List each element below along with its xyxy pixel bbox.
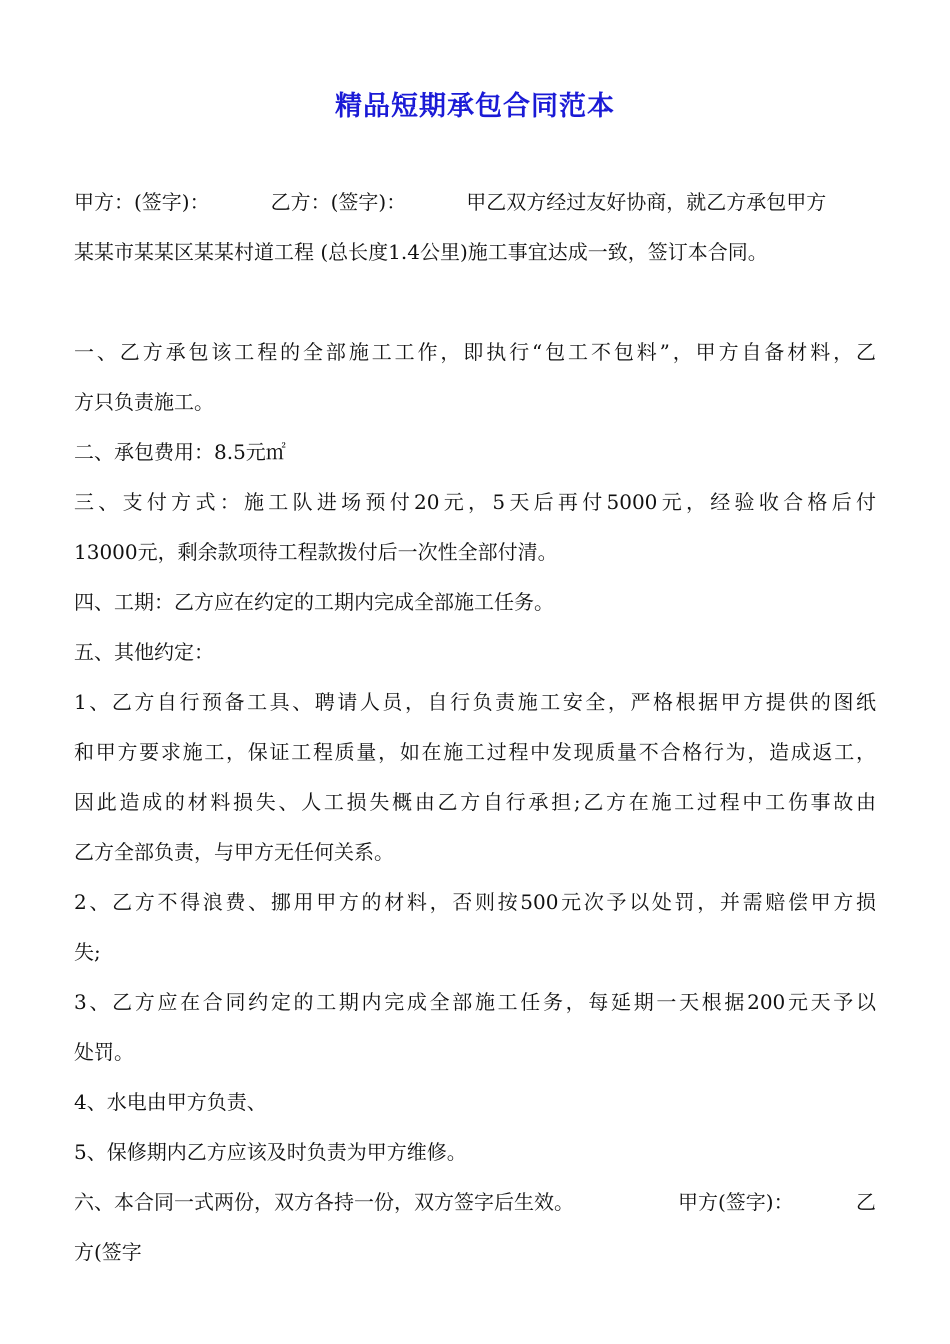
party-b-signature-label: 乙方：(签字)： [270,190,407,214]
clause-1-line-1: 一、乙方承包该工程的全部施工工作，即执行“包工不包料”，甲方自备材料，乙 [74,340,876,364]
clause-4: 四、工期：乙方应在约定的工期内完成全部施工任务。 [74,590,554,614]
clause-3-line-2: 13000元，剩余款项待工程款拨付后一次性全部付清。 [74,540,558,564]
subclause-5: 5、保修期内乙方应该及时负责为甲方维修。 [74,1140,467,1164]
intro-line-1 [74,190,826,214]
clause-6-text: 六、本合同一式两份，双方各持一份，双方签字后生效。 [74,1190,574,1214]
subclause-2-line-1: 2、乙方不得浪费、挪用甲方的材料，否则按500元次予以处罚，并需赔偿甲方损 [74,890,876,914]
clause-6-party-a-signature: 甲方(签字)： [678,1190,794,1214]
clause-3-line-1: 三、支付方式：施工队进场预付20元，5天后再付5000元，经验收合格后付 [74,490,876,514]
clause-2: 二、承包费用：8.5元㎡ [74,440,286,464]
intro-text-1: 甲乙双方经过友好协商，就乙方承包甲方 [466,190,827,214]
clause-1-line-2: 方只负责施工。 [74,390,214,414]
subclause-1-line-2: 和甲方要求施工，保证工程质量，如在施工过程中发现质量不合格行为，造成返工， [74,740,876,764]
subclause-1-line-4: 乙方全部负责，与甲方无任何关系。 [74,840,394,864]
subclause-1-line-1: 1、乙方自行预备工具、聘请人员，自行负责施工安全，严格根据甲方提供的图纸 [74,690,876,714]
subclause-2-line-2: 失; [74,940,101,964]
subclause-3-line-2: 处罚。 [74,1040,134,1064]
clause-6-party-b-signature-start: 乙 [856,1190,876,1214]
subclause-3-line-1: 3、乙方应在合同约定的工期内完成全部施工任务，每延期一天根据200元天予以 [74,990,876,1014]
document-title: 精品短期承包合同范本 [335,91,615,122]
subclause-1-line-3: 因此造成的材料损失、人工损失概由乙方自行承担;乙方在施工过程中工伤事故由 [74,790,876,814]
intro-line-2: 某某市某某区某某村道工程 (总长度1.4公里)施工事宜达成一致，签订本合同。 [74,240,768,264]
party-a-signature-label: 甲方：(签字)： [74,190,210,214]
subclause-4: 4、水电由甲方负责、 [74,1090,267,1114]
clause-6-party-b-signature-end: 方(签字 [74,1240,142,1264]
clause-5: 五、其他约定： [74,640,214,664]
